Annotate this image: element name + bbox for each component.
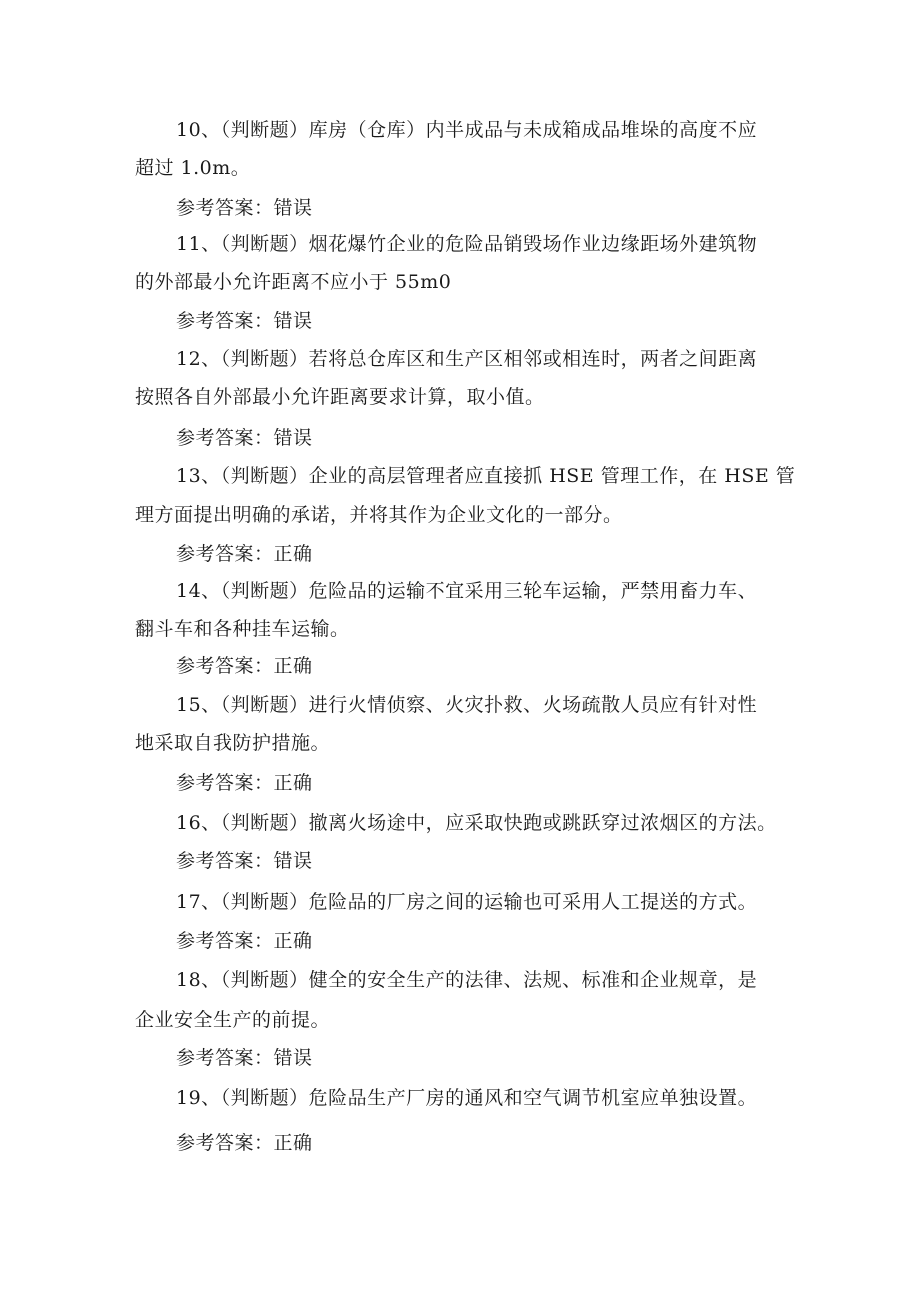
question-19-text: 19、（判断题）危险品生产厂房的通风和空气调节机室应单独设置。 bbox=[176, 1087, 758, 1109]
question-18-continuation: 企业安全生产的前提。 bbox=[135, 1009, 331, 1031]
question-15-continuation: 地采取自我防护措施。 bbox=[135, 732, 331, 754]
question-18-text: 18、（判断题）健全的安全生产的法律、法规、标准和企业规章，是 bbox=[176, 969, 758, 991]
question-11-text: 11、（判断题）烟花爆竹企业的危险品销毁场作业边缘距场外建筑物 bbox=[176, 233, 758, 255]
question-15-text: 15、（判断题）进行火情侦察、火灾扑救、火场疏散人员应有针对性 bbox=[176, 694, 758, 716]
answer-13: 参考答案：正确 bbox=[176, 543, 313, 565]
question-16-text: 16、（判断题）撤离火场途中，应采取快跑或跳跃穿过浓烟区的方法。 bbox=[176, 812, 777, 834]
answer-16: 参考答案：错误 bbox=[176, 850, 313, 872]
answer-17: 参考答案：正确 bbox=[176, 930, 313, 952]
question-13-text: 13、（判断题）企业的高层管理者应直接抓 HSE 管理工作，在 HSE 管 bbox=[176, 465, 796, 487]
answer-10: 参考答案：错误 bbox=[176, 197, 313, 219]
answer-11: 参考答案：错误 bbox=[176, 310, 313, 332]
question-11-continuation: 的外部最小允许距离不应小于 55m0 bbox=[135, 271, 452, 293]
question-13-continuation: 理方面提出明确的承诺，并将其作为企业文化的一部分。 bbox=[135, 504, 623, 526]
answer-12: 参考答案：错误 bbox=[176, 427, 313, 449]
answer-15: 参考答案：正确 bbox=[176, 772, 313, 794]
question-12-continuation: 按照各自外部最小允许距离要求计算，取小值。 bbox=[135, 386, 545, 408]
answer-19: 参考答案：正确 bbox=[176, 1132, 313, 1154]
question-14-continuation: 翻斗车和各种挂车运输。 bbox=[135, 618, 350, 640]
question-14-text: 14、（判断题）危险品的运输不宜采用三轮车运输，严禁用畜力车、 bbox=[176, 580, 758, 602]
answer-18: 参考答案：错误 bbox=[176, 1047, 313, 1069]
answer-14: 参考答案：正确 bbox=[176, 655, 313, 677]
question-10-continuation: 超过 1.0m。 bbox=[135, 157, 251, 179]
question-12-text: 12、（判断题）若将总仓库区和生产区相邻或相连时，两者之间距离 bbox=[176, 348, 758, 370]
question-10-text: 10、（判断题）库房（仓库）内半成品与未成箱成品堆垛的高度不应 bbox=[176, 119, 758, 141]
question-17-text: 17、（判断题）危险品的厂房之间的运输也可采用人工提送的方式。 bbox=[176, 891, 758, 913]
